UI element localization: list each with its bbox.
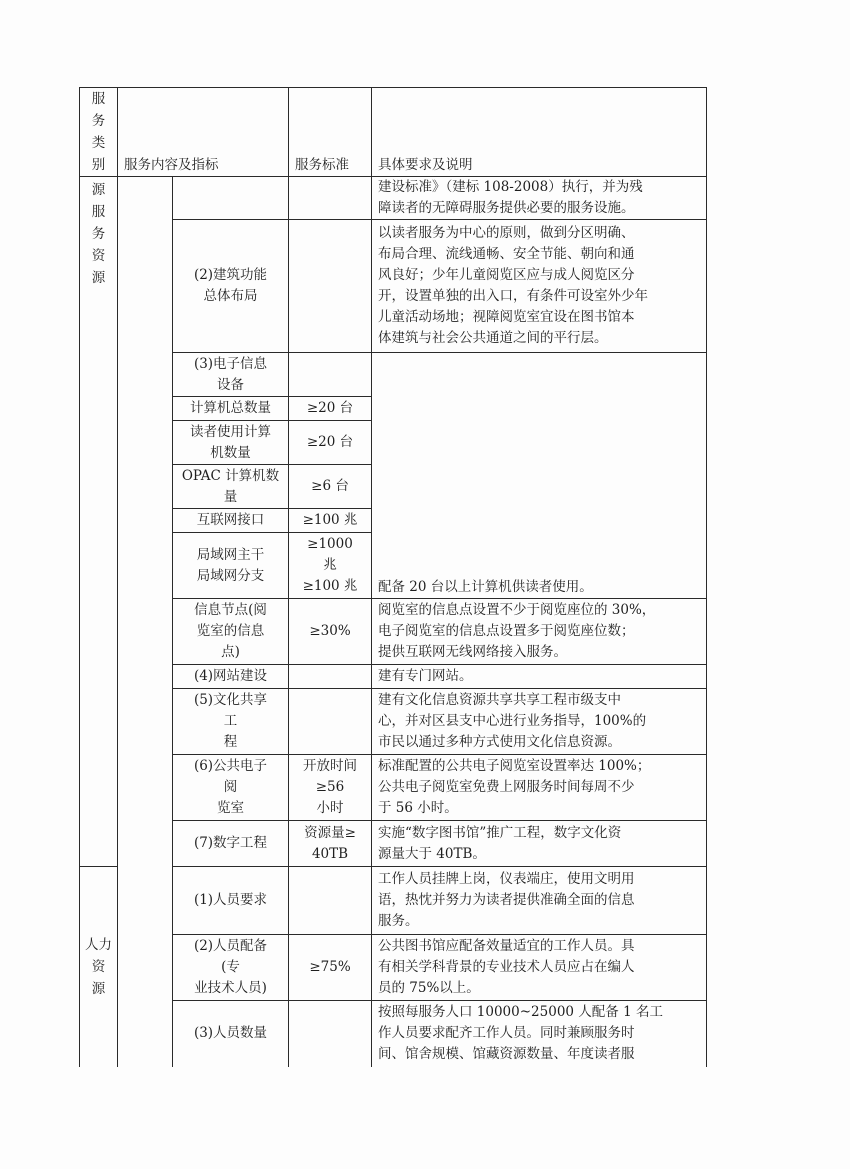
header-requirements: 具体要求及说明 [372, 88, 707, 177]
standard-cell [289, 220, 372, 353]
content-cell: (5)文化共享 工 程 [173, 689, 289, 755]
header-category: 服 务 类 别 [80, 88, 118, 177]
requirement-cell: 建有文化信息资源共享共享工程市级支中 心，并对区县支中心进行业务指导，100%的 市民以通过多种方式使用文化信息资源。 [372, 689, 707, 755]
standard-cell [289, 665, 372, 689]
requirement-cell: 标准配置的公共电子阅览室设置率达 100%； 公共电子阅览室免费上网服务时间每周不少 于 56 小时。 [372, 755, 707, 821]
content-cell: 读者使用计算 机数量 [173, 421, 289, 465]
table-row [80, 353, 707, 397]
standard-cell: ≥30% [289, 599, 372, 665]
content-cell: 互联网接口 [173, 509, 289, 533]
table-row [80, 867, 707, 935]
requirement-cell: 按照每服务人口 10000~25000 人配备 1 名工 作人员要求配齐工作人员。同时兼顾服务时 间、馆舍规模、馆藏资源数量、年度读者服 [372, 1001, 707, 1067]
table-row [80, 220, 707, 353]
table-row [80, 755, 707, 821]
standard-cell [289, 1001, 372, 1067]
category-human-resources: 人力 资 源 [80, 867, 118, 1067]
standard-cell: 开放时间 ≥56 小时 [289, 755, 372, 821]
content-cell: 计算机总数量 [173, 397, 289, 421]
requirement-cell: 建有专门网站。 [372, 665, 707, 689]
content-cell: (3)人员数量 [173, 1001, 289, 1067]
table-row [80, 821, 707, 867]
table-row [80, 599, 707, 665]
standard-cell: 资源量≥ 40TB [289, 821, 372, 867]
content-cell: 信息节点(阅 览室的信息 点) [173, 599, 289, 665]
requirement-cell: 公共图书馆应配备效量适宜的工作人员。具 有相关学科背景的专业技术人员应占在编人 员的 75%以上。 [372, 935, 707, 1001]
table-header-row [80, 88, 707, 177]
category-resource: 源 服 务 资 源 [80, 177, 118, 867]
standard-cell: ≥75% [289, 935, 372, 1001]
table-row [80, 665, 707, 689]
requirement-cell: 实施“数字图书馆”推广工程，数字文化资 源量大于 40TB。 [372, 821, 707, 867]
header-content: 服务内容及指标 [118, 88, 289, 177]
requirement-cell: 阅览室的信息点设置不少于阅览座位的 30%， 电子阅览室的信息点设置多于阅览座位数； 提供互联网无线网络接入服务。 [372, 599, 707, 665]
content-cell: (1)人员要求 [173, 867, 289, 935]
standard-cell [289, 689, 372, 755]
standard-cell [289, 177, 372, 220]
standard-cell: ≥20 台 [289, 397, 372, 421]
table-row [80, 177, 707, 220]
standard-cell: ≥100 兆 [289, 509, 372, 533]
service-standard-table [79, 87, 707, 1067]
standard-cell [289, 353, 372, 397]
requirement-cell: 配备 20 台以上计算机供读者使用。 [372, 353, 707, 599]
header-standard: 服务标准 [289, 88, 372, 177]
content-cell: (4)网站建设 [173, 665, 289, 689]
requirement-cell: 建设标准》（建标 108-2008）执行，并为残 障读者的无障碍服务提供必要的服务设施。 [372, 177, 707, 220]
table-row [80, 935, 707, 1001]
content-cell [173, 177, 289, 220]
content-cell: (2)人员配备 (专 业技术人员) [173, 935, 289, 1001]
standard-cell: ≥6 台 [289, 465, 372, 509]
content-cell: OPAC 计算机数 量 [173, 465, 289, 509]
standard-cell [289, 867, 372, 935]
requirement-cell: 工作人员挂牌上岗，仪表端庄，使用文明用 语，热忱并努力为读者提供准确全面的信息 服务。 [372, 867, 707, 935]
table-row [80, 1001, 707, 1067]
requirement-cell: 以读者服务为中心的原则，做到分区明确、 布局合理、流线通畅、安全节能、朝向和通 风良好；少年儿童阅览区应与成人阅览区分 开，设置单独的出入口，有条件可设室外少年 儿童活动场地；视障阅览室宜设在图书馆本 体建筑与社会公共通道之间的平行层。 [372, 220, 707, 353]
table-row [80, 689, 707, 755]
content-cell: (2)建筑功能 总体布局 [173, 220, 289, 353]
content-cell: (3)电子信息 设备 [173, 353, 289, 397]
content-cell: (7)数字工程 [173, 821, 289, 867]
content-cell: (6)公共电子 阅 览室 [173, 755, 289, 821]
standard-cell: ≥1000 兆 ≥100 兆 [289, 533, 372, 599]
standard-cell: ≥20 台 [289, 421, 372, 465]
content-cell: 局域网主干 局域网分支 [173, 533, 289, 599]
sub-category-blank [118, 177, 173, 1067]
